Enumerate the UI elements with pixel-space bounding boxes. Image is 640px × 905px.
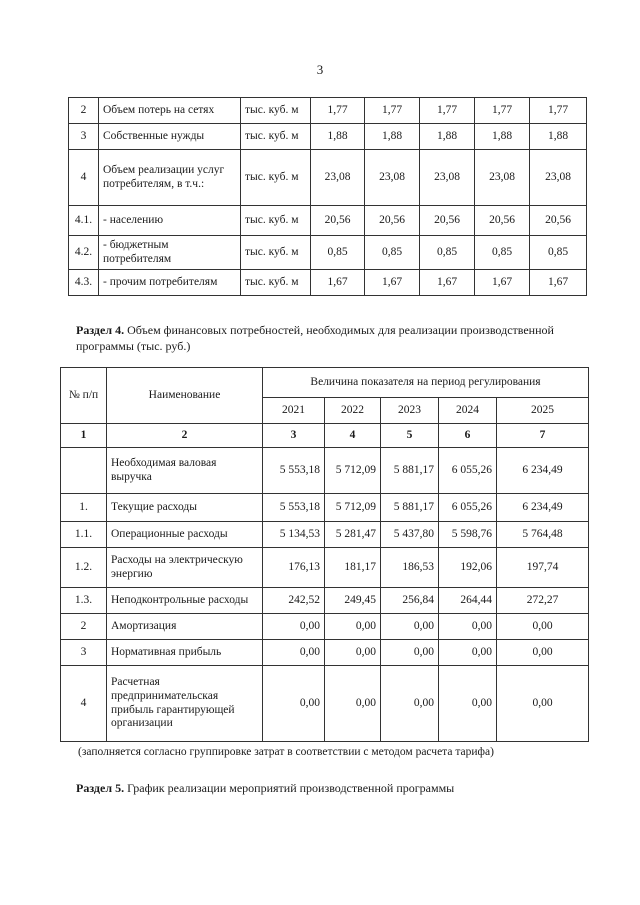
row-value: 5 881,17: [381, 494, 439, 522]
row-value: 20,56: [365, 206, 420, 236]
header-period: Величина показателя на период регулирования: [263, 368, 589, 398]
column-number: 4: [325, 424, 381, 448]
row-number: 3: [61, 640, 107, 666]
row-value: 1,77: [311, 98, 365, 124]
header-name: Наименование: [107, 368, 263, 424]
row-value: 0,00: [263, 614, 325, 640]
row-value: 0,85: [530, 236, 587, 270]
table-row: [61, 548, 589, 588]
row-name: Операционные расходы: [107, 522, 263, 548]
row-value: 5 881,17: [381, 448, 439, 494]
row-unit: тыс. куб. м: [241, 270, 311, 296]
finance-table: [60, 367, 589, 742]
row-value: 0,00: [381, 666, 439, 742]
row-name: Нормативная прибыль: [107, 640, 263, 666]
row-value: 5 712,09: [325, 448, 381, 494]
row-value: 0,85: [311, 236, 365, 270]
row-unit: тыс. куб. м: [241, 98, 311, 124]
row-value: 0,00: [381, 640, 439, 666]
section-4-caption: [76, 322, 596, 354]
row-value: 0,00: [325, 640, 381, 666]
row-value: 0,00: [263, 640, 325, 666]
row-name: Амортизация: [107, 614, 263, 640]
row-name: Расходы на электрическую энергию: [107, 548, 263, 588]
table-row: [69, 98, 587, 124]
row-name: Расчетная предпринимательская прибыль гарантирующей организации: [107, 666, 263, 742]
row-value: 20,56: [311, 206, 365, 236]
row-value: 186,53: [381, 548, 439, 588]
row-value: 23,08: [365, 150, 420, 206]
row-name: Необходимая валовая выручка: [107, 448, 263, 494]
row-value: 0,00: [325, 614, 381, 640]
section-4-title: Объем финансовых потребностей, необходимых для реализации производственной программы (тыс. руб.): [76, 323, 554, 354]
row-number: 1.3.: [61, 588, 107, 614]
column-number: 2: [107, 424, 263, 448]
table-row: [61, 522, 589, 548]
row-value: 6 055,26: [439, 494, 497, 522]
column-number: 7: [497, 424, 589, 448]
volume-table: [68, 97, 587, 296]
row-number: 2: [69, 98, 99, 124]
row-value: 1,88: [475, 124, 530, 150]
table-note: (заполняется согласно группировке затрат в соответствии с методом расчета тарифа): [78, 746, 494, 758]
row-value: 0,00: [497, 666, 589, 742]
column-number: 1: [61, 424, 107, 448]
row-number: 4: [69, 150, 99, 206]
row-value: 1,88: [420, 124, 475, 150]
table-row: [61, 640, 589, 666]
row-name: - бюджетным потребителям: [99, 236, 241, 270]
row-value: 1,67: [420, 270, 475, 296]
row-value: 1,88: [530, 124, 587, 150]
row-value: 1,77: [420, 98, 475, 124]
row-value: 1,77: [365, 98, 420, 124]
table-row: [69, 124, 587, 150]
row-value: 1,67: [365, 270, 420, 296]
row-value: 6 234,49: [497, 448, 589, 494]
row-value: 20,56: [530, 206, 587, 236]
row-value: 5 553,18: [263, 494, 325, 522]
row-value: 0,00: [381, 614, 439, 640]
row-number: 1.2.: [61, 548, 107, 588]
row-value: 5 598,76: [439, 522, 497, 548]
row-number: 4.2.: [69, 236, 99, 270]
row-value: 6 055,26: [439, 448, 497, 494]
row-value: 23,08: [311, 150, 365, 206]
row-value: 23,08: [420, 150, 475, 206]
year-header: 2025: [497, 398, 589, 424]
table-row: [61, 588, 589, 614]
row-value: 5 437,80: [381, 522, 439, 548]
table-row: [61, 448, 589, 494]
row-name: - прочим потребителям: [99, 270, 241, 296]
row-value: 5 712,09: [325, 494, 381, 522]
row-number: 3: [69, 124, 99, 150]
table-row: [61, 614, 589, 640]
table-row: [69, 150, 587, 206]
table-row: [61, 494, 589, 522]
row-number: 1.: [61, 494, 107, 522]
year-header: 2024: [439, 398, 497, 424]
row-value: 0,85: [420, 236, 475, 270]
row-value: 0,85: [365, 236, 420, 270]
row-unit: тыс. куб. м: [241, 236, 311, 270]
table-row: [61, 666, 589, 742]
row-value: 0,00: [497, 614, 589, 640]
column-number: 3: [263, 424, 325, 448]
row-value: 197,74: [497, 548, 589, 588]
row-number: 4.3.: [69, 270, 99, 296]
row-value: 23,08: [475, 150, 530, 206]
row-value: 264,44: [439, 588, 497, 614]
row-number: 4: [61, 666, 107, 742]
row-value: 181,17: [325, 548, 381, 588]
row-number: 1.1.: [61, 522, 107, 548]
column-number: 6: [439, 424, 497, 448]
row-value: 5 134,53: [263, 522, 325, 548]
row-value: 0,00: [263, 666, 325, 742]
section-5-caption: [76, 780, 596, 796]
table-row: [69, 236, 587, 270]
row-value: 1,88: [311, 124, 365, 150]
row-number: [61, 448, 107, 494]
row-value: 242,52: [263, 588, 325, 614]
row-value: 20,56: [475, 206, 530, 236]
row-value: 0,00: [497, 640, 589, 666]
row-name: - населению: [99, 206, 241, 236]
year-header: 2021: [263, 398, 325, 424]
row-value: 0,00: [439, 666, 497, 742]
row-value: 1,67: [311, 270, 365, 296]
row-value: 1,67: [530, 270, 587, 296]
row-value: 23,08: [530, 150, 587, 206]
section-5-title: График реализации мероприятий производственной программы: [127, 781, 455, 795]
row-value: 5 764,48: [497, 522, 589, 548]
page-number: 3: [316, 62, 324, 77]
row-value: 272,27: [497, 588, 589, 614]
row-value: 5 553,18: [263, 448, 325, 494]
row-unit: тыс. куб. м: [241, 150, 311, 206]
section-4-label: Раздел 4.: [76, 323, 125, 337]
section-5-label: Раздел 5.: [76, 781, 125, 795]
row-value: 1,67: [475, 270, 530, 296]
row-value: 256,84: [381, 588, 439, 614]
row-name: Собственные нужды: [99, 124, 241, 150]
row-number: 2: [61, 614, 107, 640]
row-value: 0,00: [439, 640, 497, 666]
header-num: № п/п: [61, 368, 107, 424]
row-value: 1,88: [365, 124, 420, 150]
row-unit: тыс. куб. м: [241, 206, 311, 236]
table-row: [69, 206, 587, 236]
year-header: 2023: [381, 398, 439, 424]
year-header: 2022: [325, 398, 381, 424]
row-value: 192,06: [439, 548, 497, 588]
row-number: 4.1.: [69, 206, 99, 236]
row-unit: тыс. куб. м: [241, 124, 311, 150]
table-row: [69, 270, 587, 296]
row-value: 176,13: [263, 548, 325, 588]
row-value: 5 281,47: [325, 522, 381, 548]
row-value: 1,77: [530, 98, 587, 124]
row-value: 1,77: [475, 98, 530, 124]
row-name: Объем реализации услуг потребителям, в т.ч.:: [99, 150, 241, 206]
row-name: Неподконтрольные расходы: [107, 588, 263, 614]
row-value: 249,45: [325, 588, 381, 614]
row-value: 6 234,49: [497, 494, 589, 522]
column-number: 5: [381, 424, 439, 448]
row-name: Объем потерь на сетях: [99, 98, 241, 124]
row-value: 0,85: [475, 236, 530, 270]
row-value: 0,00: [439, 614, 497, 640]
row-value: 20,56: [420, 206, 475, 236]
row-name: Текущие расходы: [107, 494, 263, 522]
row-value: 0,00: [325, 666, 381, 742]
